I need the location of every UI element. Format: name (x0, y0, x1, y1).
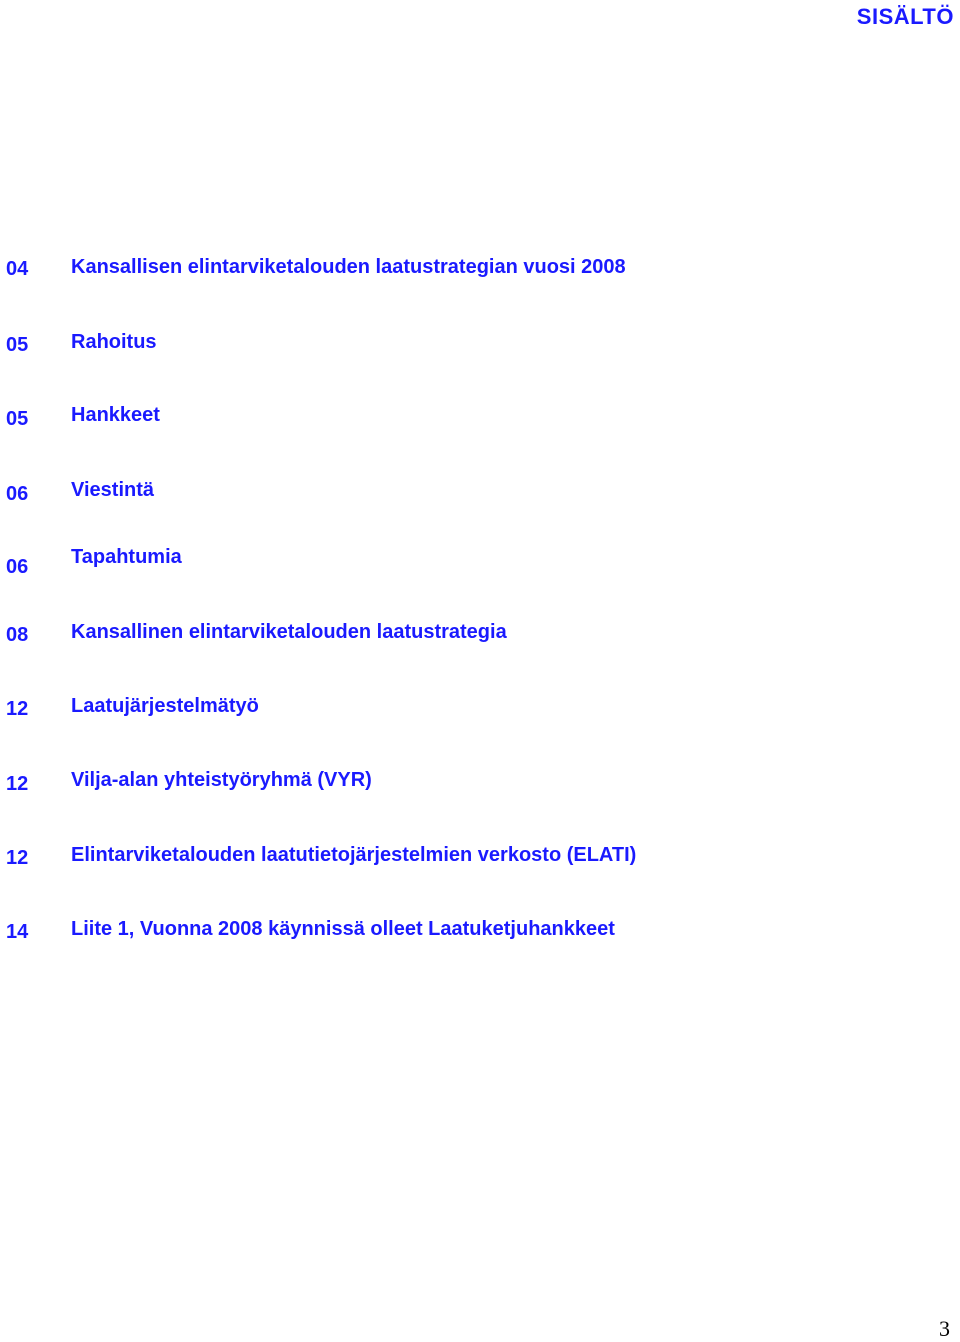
toc-title: Rahoitus (71, 331, 157, 353)
toc-row (0, 546, 960, 586)
toc-page-number: 08 (6, 624, 29, 646)
toc-title: Vilja-alan yhteistyöryhmä (VYR) (71, 769, 372, 791)
toc-title: Hankkeet (71, 404, 160, 426)
toc-title: Laatujärjestelmätyö (71, 695, 259, 717)
toc-row (0, 621, 960, 661)
toc-row (0, 256, 960, 296)
toc-row (0, 404, 960, 444)
toc-page-number: 04 (6, 258, 29, 280)
toc-title: Liite 1, Vuonna 2008 käynnissä olleet Laatuketjuhankkeet (71, 918, 615, 940)
toc-row (0, 769, 960, 809)
toc-title: Tapahtumia (71, 546, 182, 568)
toc-row (0, 695, 960, 735)
toc-title: Viestintä (71, 479, 154, 501)
toc-page-number: 05 (6, 334, 29, 356)
toc-page-number: 12 (6, 773, 29, 795)
toc-page-number: 05 (6, 408, 29, 430)
page-number: 3 (939, 1316, 950, 1341)
toc-page-number: 06 (6, 483, 29, 505)
toc-title: Kansallisen elintarviketalouden laatustrategian vuosi 2008 (71, 256, 626, 278)
toc-title: Kansallinen elintarviketalouden laatustrategia (71, 621, 507, 643)
toc-row (0, 331, 960, 371)
toc-page-number: 12 (6, 847, 29, 869)
toc-page-number: 06 (6, 556, 29, 578)
toc-page-number: 12 (6, 698, 29, 720)
toc-row (0, 844, 960, 884)
toc-row (0, 479, 960, 519)
toc-title: Elintarviketalouden laatutietojärjestelmien verkosto (ELATI) (71, 844, 637, 866)
page-title: SISÄLTÖ (856, 4, 954, 29)
toc-row (0, 918, 960, 958)
toc-page-number: 14 (6, 921, 29, 943)
